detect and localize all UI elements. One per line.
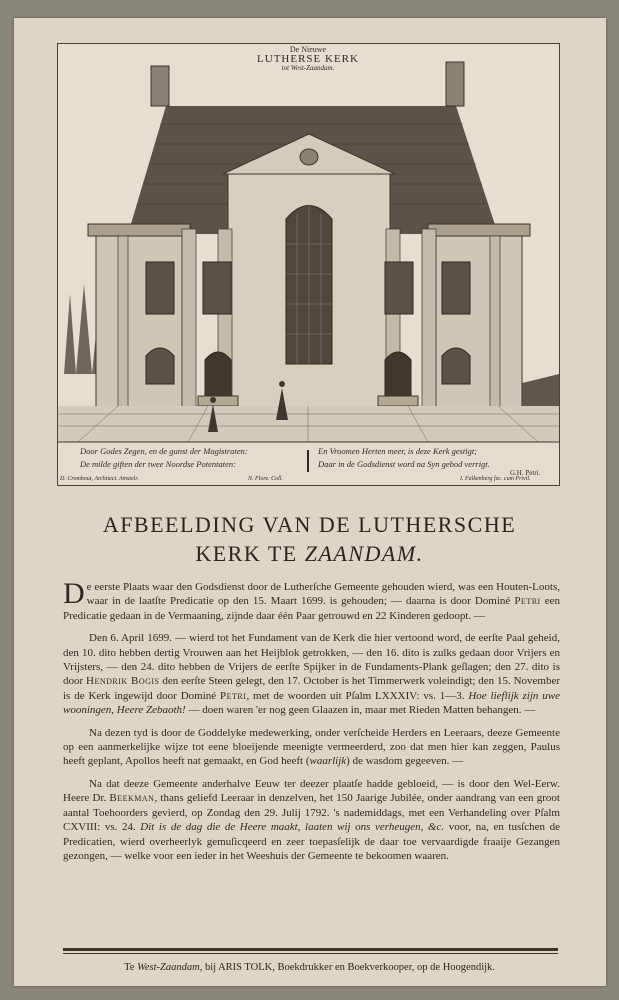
credit-architect: D. Cromhout, Architect. Amstelr. [60, 476, 139, 482]
paragraph-1-text-a: e eerste Plaats waar den Godsdienst door de Lutherſche Gemeente gehouden wierd, was een Houten-Loots, waar in de laatſte Predicatie op den 15. Maart 1699. is gehouden; — daarna is door Dominé [86, 581, 560, 608]
title-line-1: AFBEELDING VAN DE LUTHERSCHE [102, 512, 517, 537]
paragraph-4-text-b: , thans geliefd Leeraar in denzelven, het 150 Jaarige Jubilée, onder aandrang van een groot aantal Toehoorders gevierd, op Zondag den 29. Julij 1792. 's nademiddags, met een Verhandeling over Pſalm CXVIII: vs. 24. [63, 792, 560, 834]
imprint-place: West-Zaandam [137, 962, 200, 973]
paragraph-2-text-d: — doen waren 'er nog geen Glaazen in, maar met Rieden Matten behangen. — [185, 704, 536, 717]
printer-imprint [20, 962, 599, 973]
imprint-text-b: , bij [199, 962, 219, 973]
history-text [63, 577, 561, 871]
title-line-2: KERK TE [195, 541, 305, 566]
church-illustration [58, 44, 559, 485]
paragraph-1 [63, 577, 561, 623]
verse-left-bottom: De milde giften der twee Noordse Potentaten: [80, 459, 236, 469]
name-beekman: Beekman [109, 792, 155, 805]
divider-rule-thick [63, 948, 558, 951]
cartouche-line-2: LUTHERSE KERK [257, 53, 359, 65]
paragraph-3-text-b: ) de wasdom gegeeven. — [346, 755, 464, 768]
imprint-text-c: , Boekdrukker en Boekverkooper, op de Hoogendijk. [272, 962, 495, 973]
title-place: ZAANDAM. [304, 541, 424, 566]
name-petri-2: Petri [220, 689, 247, 702]
credit-collector: N. Flore. Coll. [248, 476, 283, 482]
name-bogis: Hendrik Bogis [86, 675, 160, 688]
credit-engraver: I. Falkenberg fec. cum Privil. [460, 476, 531, 482]
drop-cap: D [63, 577, 85, 610]
imprint-text-a: Te [124, 962, 138, 973]
paragraph-1-text-b: een Predicatie gedaan in de Vermaaning, zijnde daar één Paar getrouwd en 22 Kinderen gedoopt. — [63, 595, 561, 622]
imprint-printer: ARIS TOLK [218, 962, 273, 973]
paragraph-4-text-a: Na dat deeze Gemeente anderhalve Eeuw ter deezer plaatſe hadde gebloeid, — is door den Wel-Eerw. Heere Dr. [63, 777, 560, 805]
verse-right-bottom: Daar in de Godsdienst word na Syn gebod verrigt. [318, 459, 490, 469]
paragraph-2 [63, 631, 560, 717]
verse-signature: G.H. Petri. [510, 469, 541, 477]
psalm-quote-1: Hoe lieflijk zijn uwe wooningen, Heere Zebaoth! [63, 689, 560, 717]
page-title [20, 510, 599, 568]
paragraph-4-text-c: voor, na, en tusſchen de Predicatien, wierd overheerlyk gemuſicqeerd en zeer toepasſelijk de daar toe vervaardigde fraaije Gezangen gezongen, — welke voor een ieder in het Weeshuis der Gemeente te bekoomen waaren. [63, 821, 561, 862]
cartouche-line-3: tot West-Zaandam. [281, 64, 335, 72]
divider-rule-thin [63, 953, 558, 954]
paragraph-2-text-c: , met de woorden uit Pſalm LXXXIV: vs. 1—3. [246, 689, 469, 702]
verse-right-top: En Vroomen Herten meer, is deze Kerk gestigt; [318, 446, 478, 456]
engraving-cartouche [248, 46, 368, 72]
church-engraving [57, 43, 560, 486]
paragraph-4 [63, 777, 560, 863]
word-waarlijk: waarlijk [309, 755, 347, 768]
paragraph-3-text-a: Na dezen tyd is door de Goddelyke medewerking, onder verſcheide Herders en Leeraars, deeze Gemeente op een aanmerkelijke wijze tot eene bloeijende meenigte vermeerderd, zoo dat men hier kan zeggen, Paulus heeft geplant, Apollos heeft nat gemaakt, en God heeft ( [63, 726, 560, 768]
paragraph-3 [63, 726, 560, 769]
paragraph-2-text-b: den eerſte Steen gelegt, den 17. October is het Timmerwerk voleindigt; den 15. November is de Kerk ingewijd door Dominé [63, 675, 560, 702]
psalm-quote-2: Dit is de dag die de Heere maakt, laaten wij ons verheugen, &c. [140, 821, 445, 834]
cartouche-line-1: De Nieuwe [289, 45, 327, 54]
paragraph-2-text-a: Den 6. April 1699. — wierd tot het Fundament van de Kerk die hier vertoond word, de eerſte Paal geheid, den 10. dito hebben dertig Vrouwen aan het Heijblok getrokken, — den 16. dito is zulks gedaan door Vrijers en Vrijsters, — den 24. dito hebben de Vrijers de eerſte Spijker in de Fundaments-Plank geſlagen; den 27. dito is door [63, 632, 560, 688]
name-petri: Petri [514, 595, 541, 608]
verse-left-top: Door Godes Zegen, en de gunst der Magistraten: [80, 446, 248, 456]
